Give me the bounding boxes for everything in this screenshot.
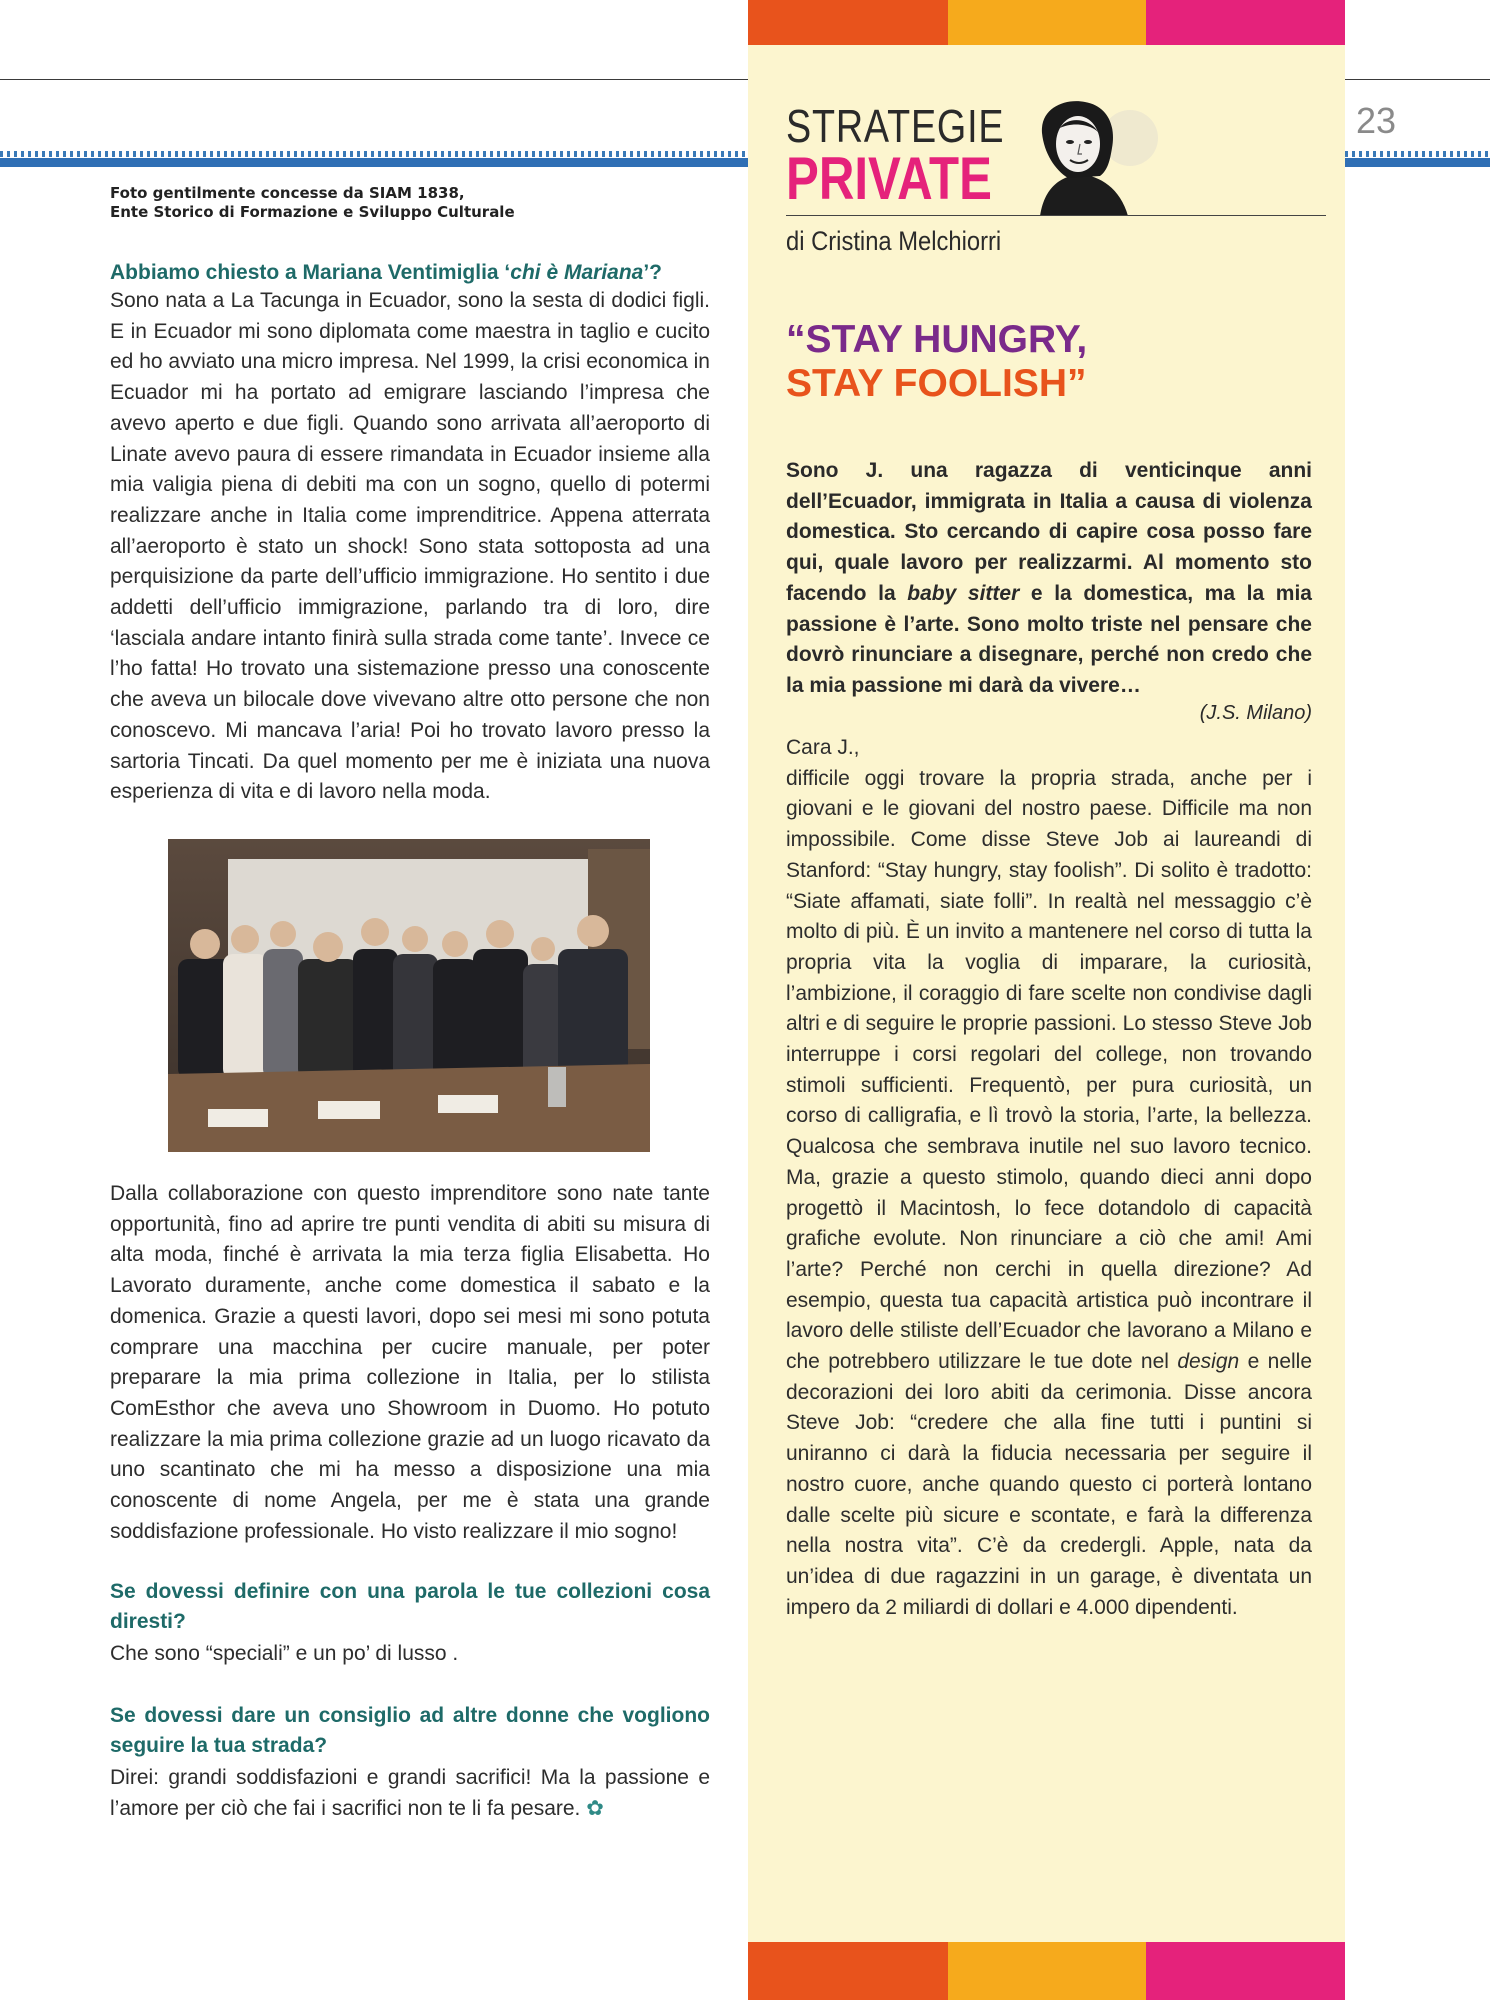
header-wave-right [1345, 151, 1490, 157]
photo-credit [110, 184, 670, 222]
stripe-top-orange [748, 0, 948, 45]
photo-credit-line-2: Ente Storico di Formazione e Sviluppo Culturale [110, 203, 515, 221]
answer-3 [110, 1763, 710, 1824]
stripe-bottom-pink [1146, 1942, 1345, 2000]
headline-line-2: STAY FOOLISH” [786, 362, 1087, 405]
stripe-bottom-yellow [948, 1942, 1146, 2000]
column-title-rule [786, 215, 1326, 216]
group-photo-image [168, 839, 650, 1152]
page-number: 23 [1356, 100, 1397, 141]
author-reply [786, 733, 1312, 1623]
photo-credit-line-1: Foto gentilmente concesse da SIAM 1838, [110, 184, 465, 202]
stripe-bottom-orange [748, 1942, 948, 2000]
headline [786, 318, 1087, 406]
stripe-top-yellow [948, 0, 1146, 45]
stripe-top-pink [1146, 0, 1345, 45]
reply-body: difficile oggi trovare la propria strada, anche per i giovani e le giovani del nostro paese. Difficile ma non impossibile. Come disse Steve Job ai laureandi di Stanford: “Stay hungry, stay foolish”. Di solito è tradotto: “Siate affamati, siate folli”. In realtà nel messaggio c’è molto di più. È un invito a mantenere nel corso di tutta la propria vita la voglia di imparare, la curiosità, l’ambizione, il coraggio di fare scelte non condivise dagli altri e di seguire le proprie passioni. Lo stesso Steve Job interruppe i corsi regolari del college, non trovando stimoli sufficienti. Frequentò, per pura curiosità, un corso di calligrafia, e lì trovò la storia, l’arte, la bellezza. Qualcosa che sembrava inutile nel suo lavoro tecnico. Ma, grazie a questo stimolo, quando dieci anni dopo progettò il Macintosh, lo fece dotandolo di capacità grafiche evolute. Non rinunciare a ciò che ami! Ami l’arte? Perché non cerchi in quella direzione? Ad esempio, questa tua capacità artistica può incontrare il lavoro delle stiliste dell’Ecuador che lavorano a Milano e che potrebbero utilizzare le tue dote nel design e nelle decorazioni dei loro abiti da cerimonia. Disse ancora Steve Job: “credere che alla fine tutti i puntini si uniranno ci darà la fiducia necessaria per seguire il nostro cuore, anche quando questo ci porterà lontano dalle scelte più sicure e scontate, e farà la differenza nella nostra vita”. C’è da credergli. Apple, nata da un’idea di due ragazzini in un garage, è diventata un impero da 2 miliardi di dollari e 4.000 dipendenti. [786, 766, 1313, 1619]
byline: di Cristina Melchiorri [786, 226, 1002, 256]
author-portrait-icon [1010, 98, 1160, 216]
question-1: Abbiamo chiesto a Mariana Ventimiglia ‘chi è Mariana’? [110, 261, 663, 284]
group-photo [168, 839, 650, 1152]
column-title-private: PRIVATE [786, 145, 992, 212]
column-title-strategie: STRATEGIE [786, 100, 1005, 152]
question-2: Se dovessi definire con una parola le tue collezioni cosa diresti? [110, 1580, 710, 1633]
answer-2: Che sono “speciali” e un po’ di lusso . [110, 1642, 459, 1665]
end-mark-icon: ✿ [586, 1796, 604, 1820]
answer-1-continued: Dalla collaborazione con questo imprenditore sono nate tante opportunità, fino ad aprire tre punti vendita di abiti su misura di alta moda, finché è arrivata la mia terza figlia Elisabetta. Ho Lavorato duramente, anche come domestica il sabato e la domenica. Grazie a questi lavori, dopo sei mesi mi sono potuta comprare una macchina per cucire manuale, per poter preparare la mia prima collezione in Italia, per lo stilista ComEsthor che aveva uno Showroom in Duomo. Ho potuto realizzare la mia prima collezione grazie ad un luogo ricavato da uno scantinato che mi ha messo a disposizione una mia conoscente di nome Angela, per me è stata una grande soddisfazione professionale. Ho visto realizzare il mio sogno! [110, 1182, 710, 1543]
reader-signature: (J.S. Milano) [1199, 702, 1312, 724]
header-bar-right [1345, 158, 1490, 167]
answer-3-text: Direi: grandi soddisfazioni e grandi sacrifici! Ma la passione e l’amore per ciò che fai i sacrifici non te li fa pesare. [110, 1766, 710, 1820]
headline-line-1: “STAY HUNGRY, [786, 318, 1088, 361]
header-bar-left [0, 158, 748, 167]
answer-1: Sono nata a La Tacunga in Ecuador, sono la sesta di dodici figli. E in Ecuador mi sono diplomata come maestra in taglio e cucito ed ho avviato una micro impresa. Nel 1999, la crisi economica in Ecuador mi ha portato ad emigrare lasciando l’impresa che avevo aperto e due figli. Quando sono arrivata all’aeroporto di Linate avevo paura di essere rimandata in Ecuador insieme alla mia valigia piena di debiti ma con un sogno, quello di potermi realizzare anche in Italia come imprenditrice. Appena atterrata all’aeroporto è stato un shock! Sono stata sottoposta ad una perquisizione da parte dell’ufficio immigrazione. Ho sentito i due addetti dell’ufficio immigrazione, parlando tra di loro, dire ‘lasciala andare intanto finirà sulla strada come tante’. Invece ce l’ho fatta! Ho trovato una sistemazione presso una conoscente che aveva un bilocale dove vivevano altre otto persone che non conoscevo. Mi mancava l’aria! Poi ho trovato lavoro presso la sartoria Tincati. Da quel momento per me è iniziata una nuova esperienza di vita e di lavoro nella moda. [110, 289, 710, 804]
question-3: Se dovessi dare un consiglio ad altre donne che vogliono seguire la tua strada? [110, 1704, 710, 1757]
reply-salutation: Cara J., [786, 736, 860, 759]
header-wave-left [0, 151, 748, 157]
reader-letter: Sono J. una ragazza di venticinque anni dell’Ecuador, immigrata in Italia a causa di violenza domestica. Sto cercando di capire cosa posso fare qui, quale lavoro per realizzarmi. Al momento sto facendo la baby sitter e la domestica, ma la mia passione è l’arte. Sono molto triste nel pensare che dovrò rinunciare a disegnare, perché non credo che la mia passione mi darà da vivere… [786, 459, 1312, 697]
